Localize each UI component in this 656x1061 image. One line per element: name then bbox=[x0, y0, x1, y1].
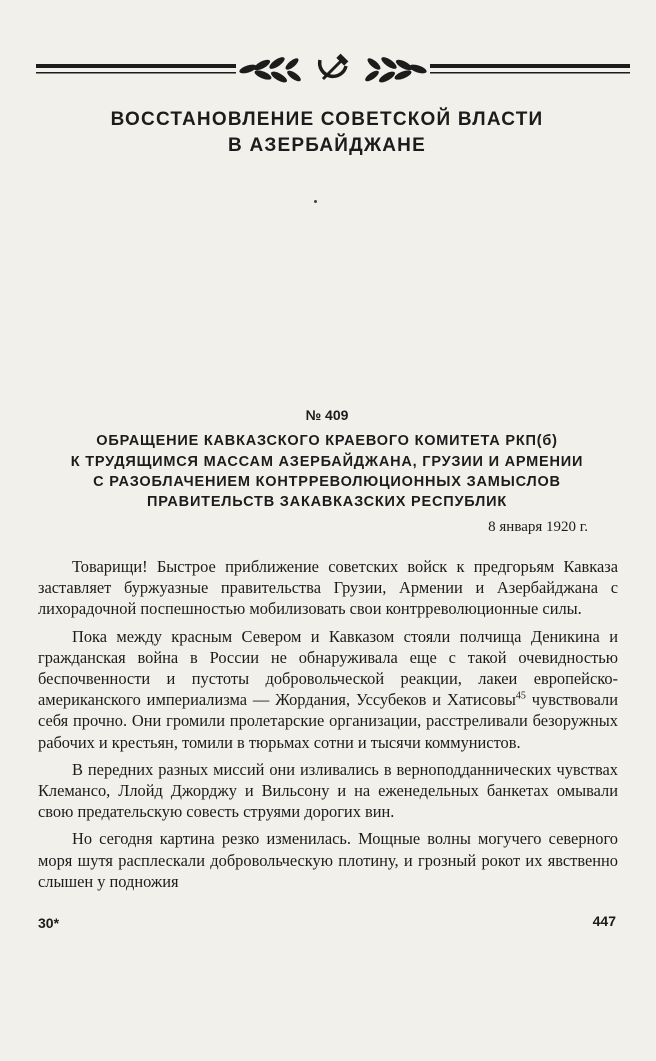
paragraph-2 bbox=[38, 626, 618, 753]
document-number: № 409 bbox=[305, 407, 349, 423]
page-number: 447 bbox=[592, 913, 616, 929]
footnote-reference: 45 bbox=[515, 690, 526, 702]
document-title-line-1: ОБРАЩЕНИЕ КАВКАЗСКОГО КРАЕВОГО КОМИТЕТА РКП(б) bbox=[96, 433, 558, 449]
paragraph-3: В передних разных миссий они изливались в верноподданнических чувствах Клемансо, Ллойд Джорджу и Вильсону и на еженедельных банкетах омывали свою предательскую совесть струями дорогих вин. bbox=[38, 759, 618, 822]
document-date: 8 января 1920 г. bbox=[488, 519, 588, 535]
document-body bbox=[38, 556, 618, 898]
paragraph-1: Товарищи! Быстрое приближение советских войск к предгорьям Кавказа заставляет буржуазные правительства Грузии, Армении и Азербайджана с лихорадочной поспешностью мобилизовать свои контрреволюционные силы. bbox=[38, 557, 618, 619]
document-title-line-4: ПРАВИТЕЛЬСТВ ЗАКАВКАЗСКИХ РЕСПУБЛИК bbox=[146, 494, 507, 510]
hammer-sickle-laurel-ornament bbox=[36, 52, 630, 88]
section-title-line-2: В АЗЕРБАЙДЖАНЕ bbox=[228, 135, 426, 156]
document-title-line-2: К ТРУДЯЩИМСЯ МАССАМ АЗЕРБАЙДЖАНА, ГРУЗИИ И АРМЕНИИ bbox=[70, 454, 584, 470]
section-title-line-1: ВОССТАНОВЛЕНИЕ СОВЕТСКОЙ ВЛАСТИ bbox=[110, 109, 544, 130]
document-title-line-3: С РАЗОБЛАЧЕНИЕМ КОНТРРЕВОЛЮЦИОННЫХ ЗАМЫСЛОВ bbox=[93, 474, 561, 490]
paragraph-2-tail: чувствовали себя прочно. Они громили пролетарские организации, расстреливали безоружных рабочих и крестьян, томили в тюрьмах сотни и тысячи коммунистов. bbox=[38, 690, 618, 752]
decorative-dot bbox=[314, 200, 317, 203]
paragraph-2-text: Пока между красным Севером и Кавказом стояли полчища Деникина и гражданская война в России не обнаруживала еще с такой очевидностью беспочвенности и пустоты добровольческой реакции, лакеи европейско-американского империализма — Жордания, Уссубеков и Хатисовы bbox=[38, 626, 618, 710]
paragraph-4: Но сегодня картина резко изменилась. Мощные волны могучего северного моря шутя расплескали добровольческую плотину, и грозный рокот их явственно слышен у подножия bbox=[38, 829, 618, 891]
signature-mark: 30* bbox=[38, 915, 60, 931]
